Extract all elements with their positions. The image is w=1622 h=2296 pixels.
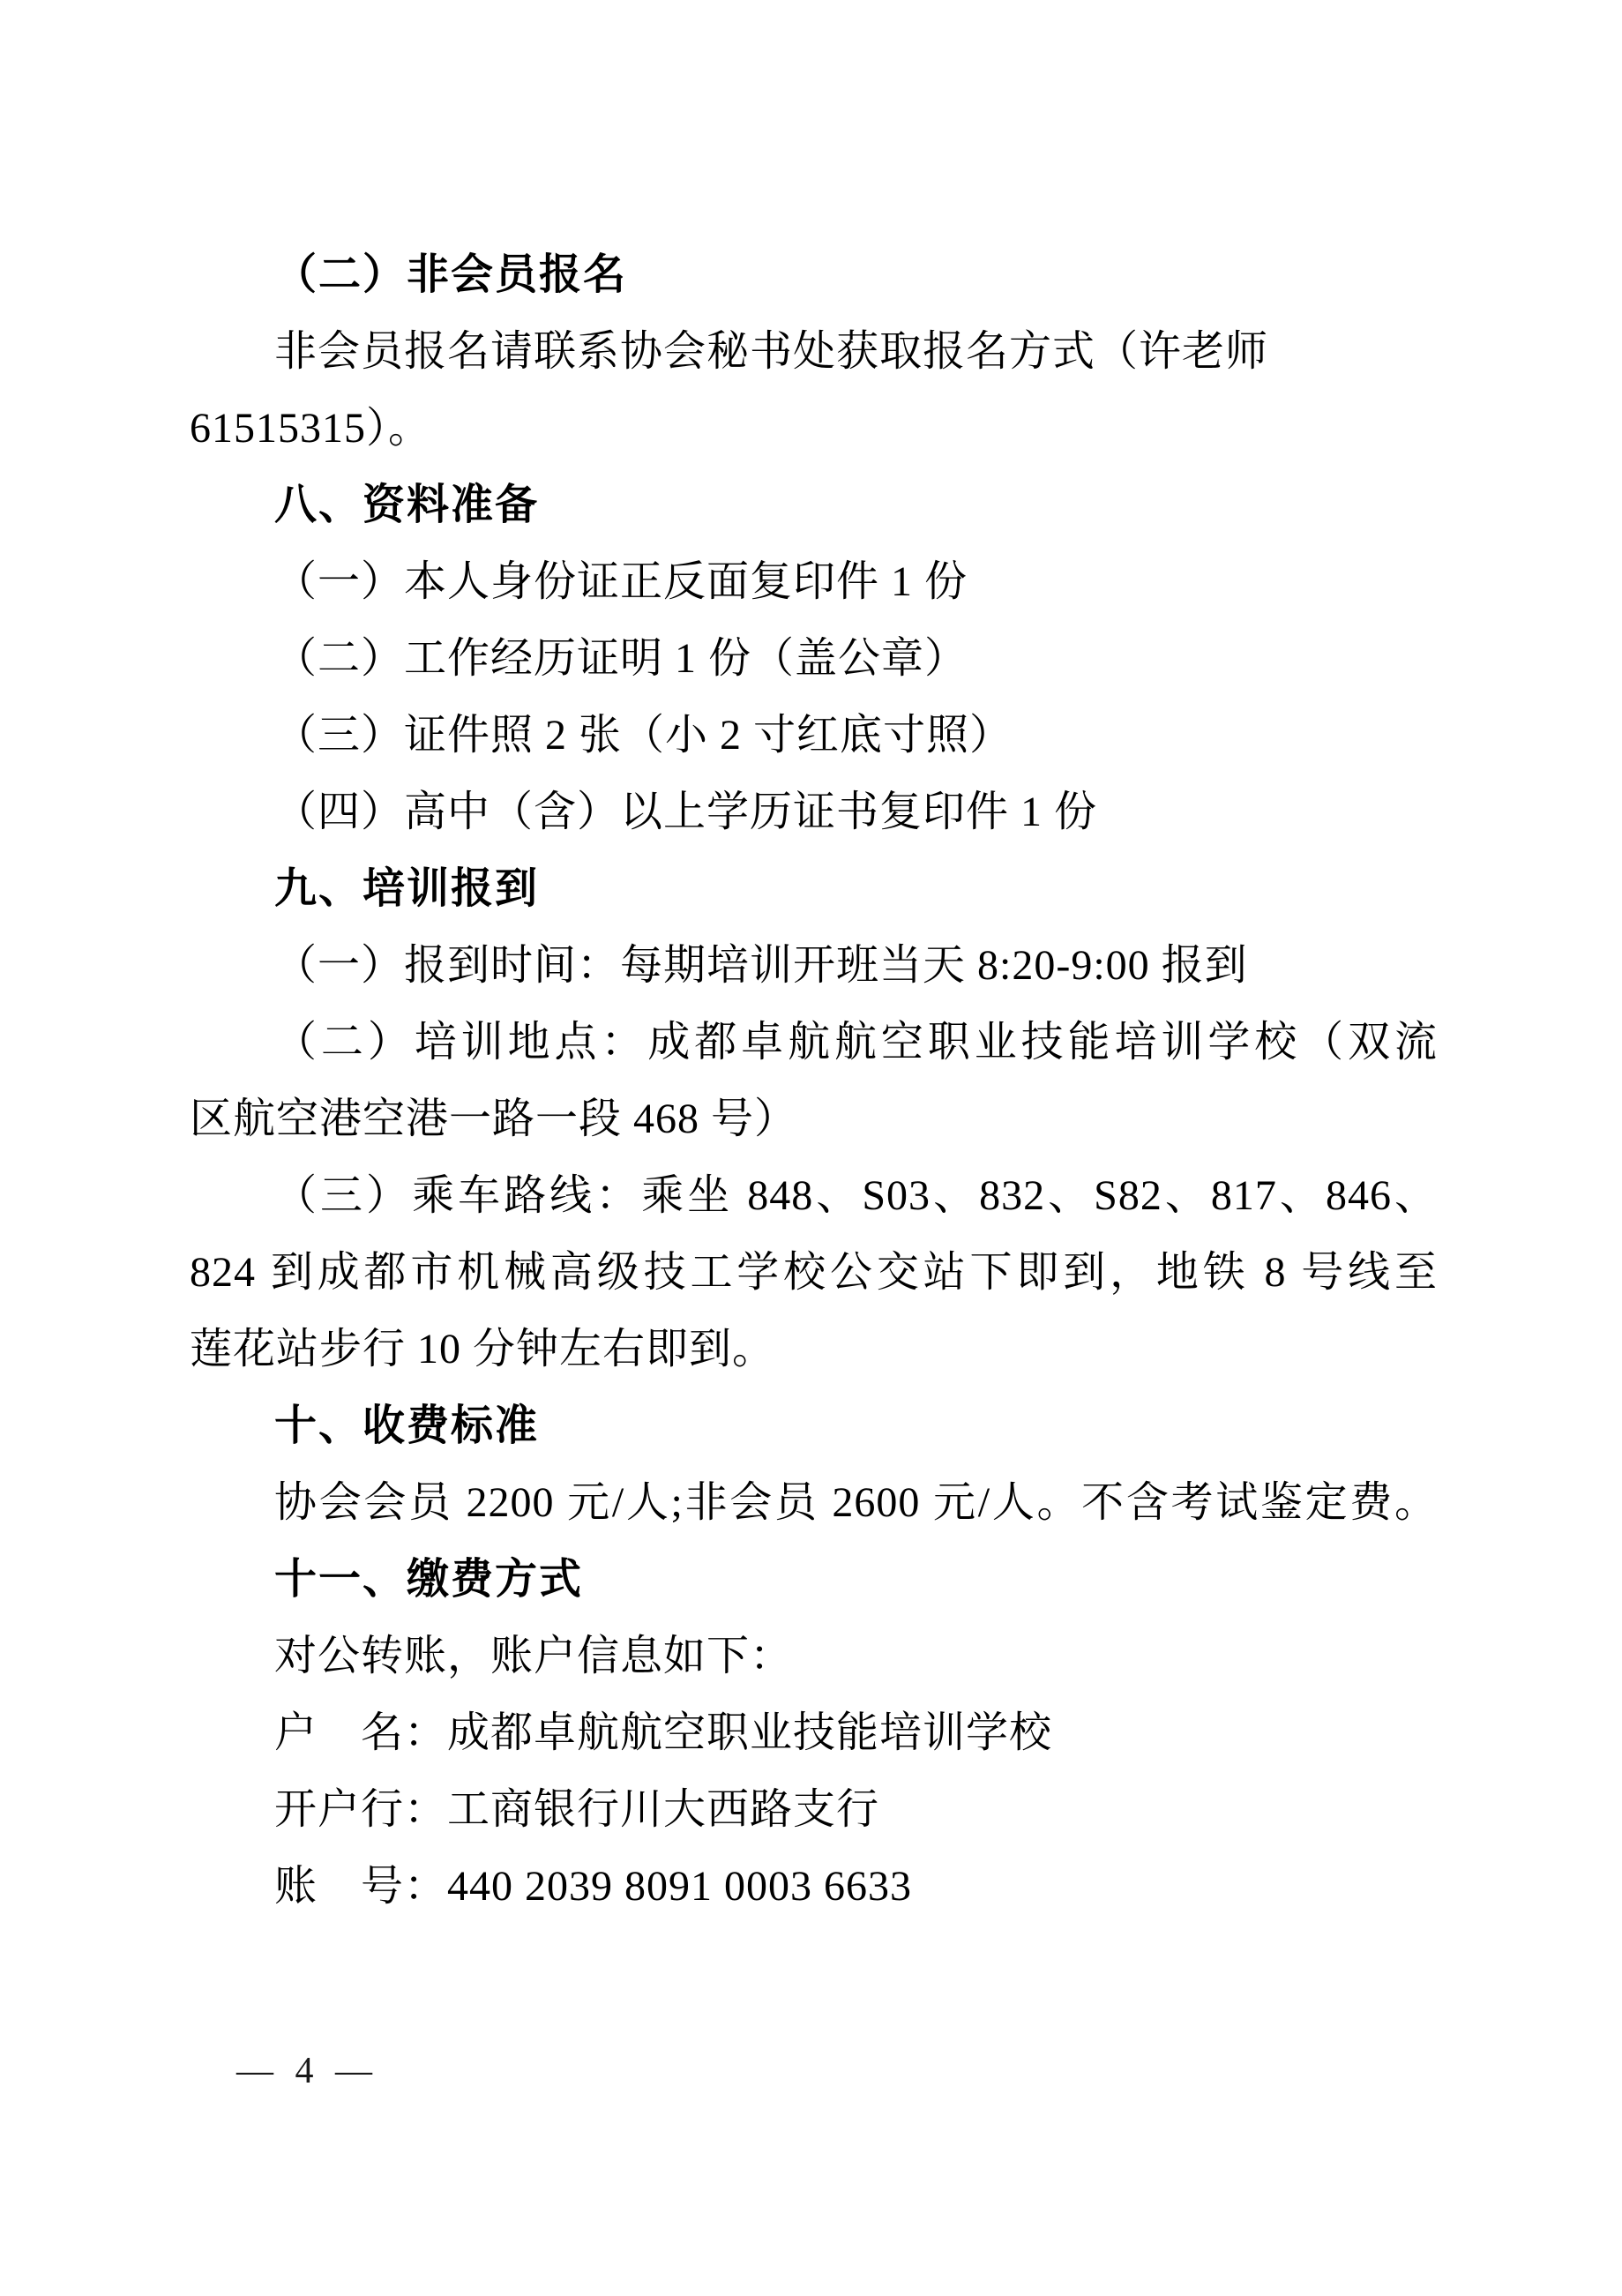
- checkin-location-line1: （二）培训地点：成都卓航航空职业技能培训学校（双流: [274, 1019, 1438, 1066]
- checkin-route-line3: 莲花站步行 10 分钟左右即到。: [190, 1326, 776, 1372]
- checkin-route-line2: 824 到成都市机械高级技工学校公交站下即到，地铁 8 号线至: [190, 1249, 1438, 1296]
- materials-item-2: （二）工作经历证明 1 份（盖公章）: [274, 635, 968, 682]
- payment-intro: 对公转账，账户信息如下：: [274, 1633, 794, 1679]
- para-non-member-line1: 非会员报名请联系协会秘书处获取报名方式（许老师: [274, 328, 1269, 375]
- payment-bank-branch: 开户行：工商银行川大西路支行: [274, 1786, 880, 1833]
- heading-non-member-registration: （二）非会员报名: [274, 251, 628, 298]
- payment-account-name: 户 名：成都卓航航空职业技能培训学校: [274, 1709, 1053, 1756]
- para-non-member-line2: 61515315）。: [190, 405, 432, 452]
- materials-item-1: （一）本人身份证正反面复印件 1 份: [274, 558, 968, 605]
- checkin-route-line1: （三）乘车路线：乘坐 848、S03、832、S82、817、846、: [274, 1172, 1438, 1219]
- document-body: [190, 236, 1438, 1925]
- materials-item-4: （四）高中（含）以上学历证书复印件 1 份: [274, 789, 1098, 835]
- checkin-location-line2: 区航空港空港一路一段 468 号）: [190, 1096, 798, 1142]
- checkin-time: （一）报到时间：每期培训开班当天 8:20-9:00 报到: [274, 942, 1248, 989]
- heading-fees: 十、收费标准: [274, 1402, 540, 1449]
- heading-materials: 八、资料准备: [274, 482, 540, 528]
- heading-checkin: 九、培训报到: [274, 865, 540, 912]
- heading-payment: 十一、缴费方式: [274, 1556, 584, 1603]
- fees-body: 协会会员 2200 元/人;非会员 2600 元/人。不含考试鉴定费。: [274, 1479, 1438, 1526]
- materials-item-3: （三）证件照 2 张（小 2 寸红底寸照）: [274, 712, 1013, 759]
- page-number: — 4 —: [236, 2051, 372, 2091]
- payment-account-number: 账 号：440 2039 8091 0003 6633: [274, 1863, 913, 1910]
